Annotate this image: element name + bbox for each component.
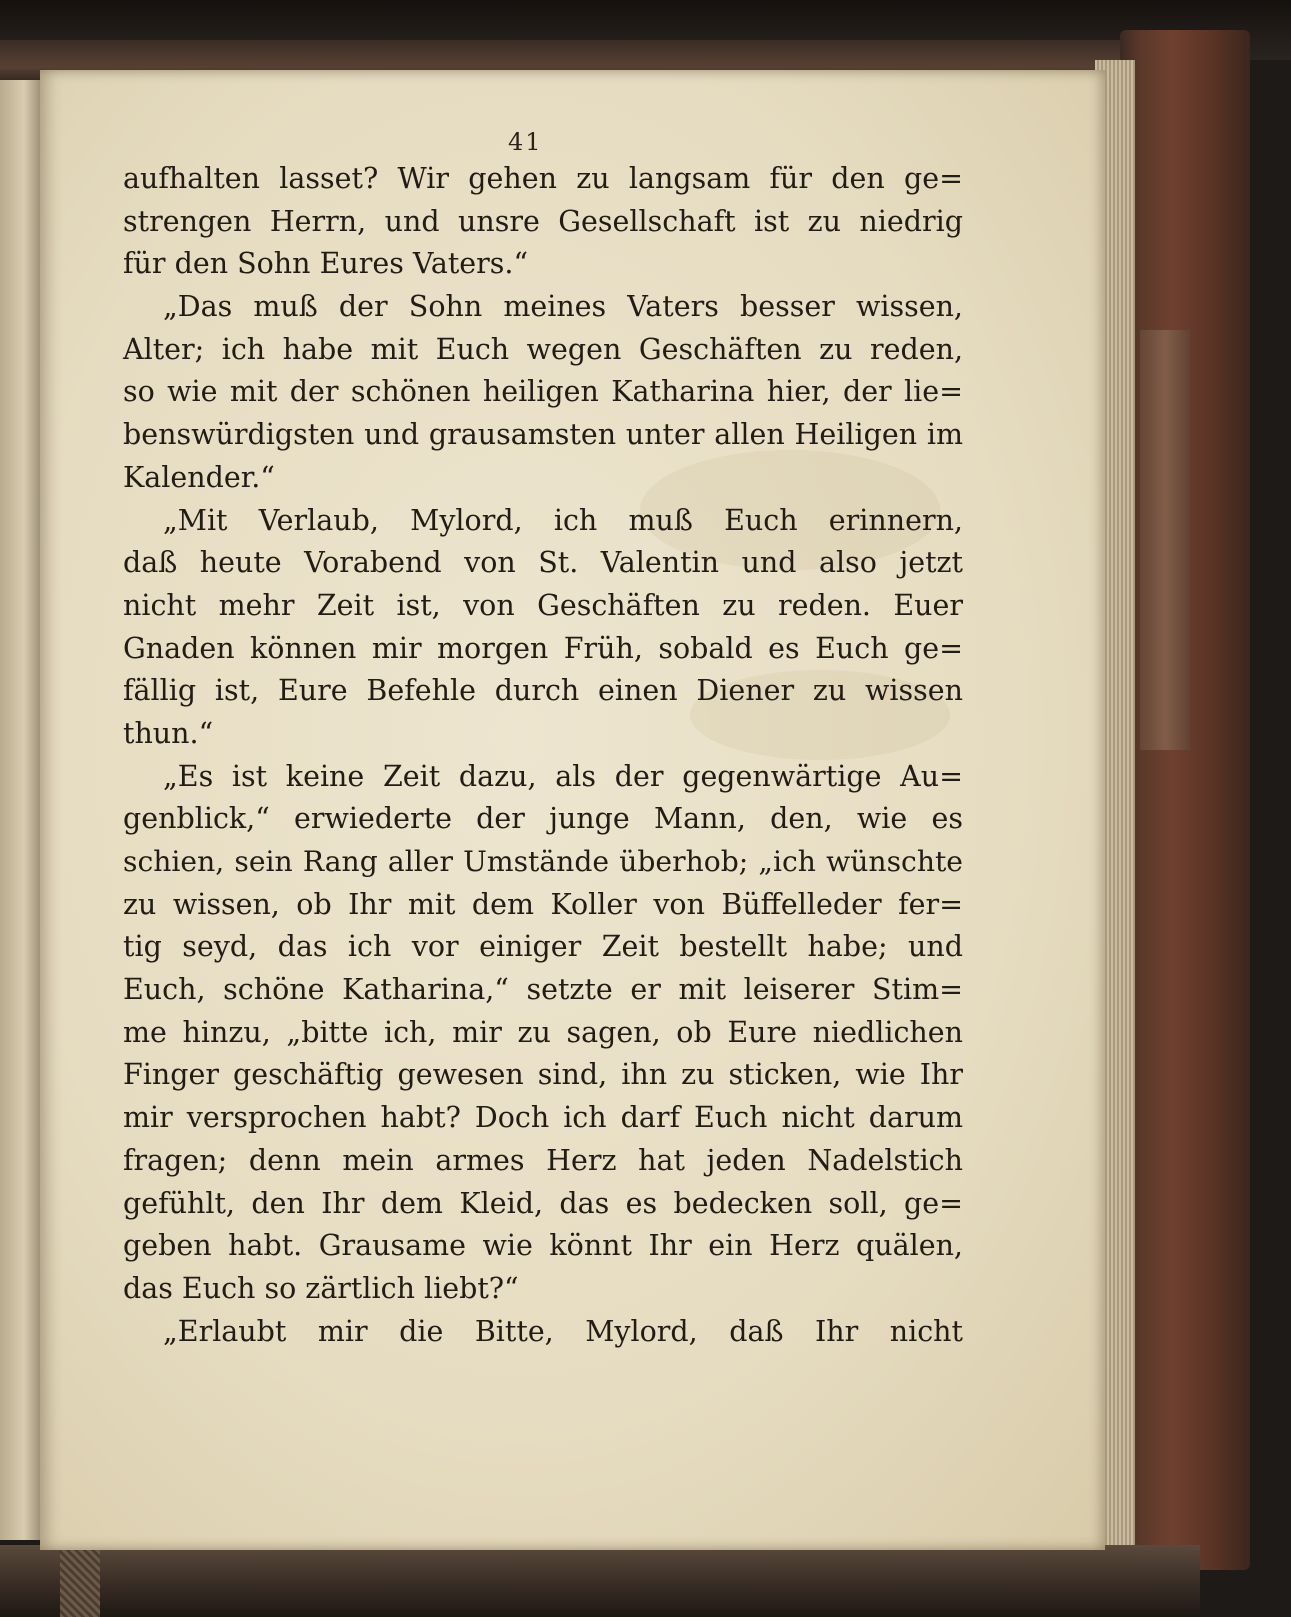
book-cover-bottom-edge bbox=[0, 1545, 1200, 1617]
text-line: daß heute Vorabend von St. Valentin und also jetzt bbox=[123, 546, 963, 580]
page-number: 41 bbox=[508, 128, 543, 156]
text-line: Finger geschäftig gewesen sind, ihn zu sticken, wie Ihr bbox=[123, 1058, 963, 1092]
text-line: nicht mehr Zeit ist, von Geschäften zu reden. Euer bbox=[123, 588, 963, 622]
text-line: benswürdigsten und grausamsten unter allen Heiligen im bbox=[123, 418, 963, 452]
text-line: zu wissen, ob Ihr mit dem Koller von Büffelleder fer= bbox=[123, 887, 963, 921]
text-line: fällig ist, Eure Befehle durch einen Diener zu wissen bbox=[123, 674, 963, 708]
text-line: Gnaden können mir morgen Früh, sobald es Euch ge= bbox=[123, 631, 963, 665]
text-line: schien, sein Rang aller Umstände überhob; „ich wünschte bbox=[123, 845, 963, 878]
text-line: „Mit Verlaub, Mylord, ich muß Euch erinnern, bbox=[163, 503, 963, 537]
page-text bbox=[123, 158, 963, 1353]
text-line: strengen Herrn, und unsre Gesellschaft ist zu niedrig bbox=[123, 204, 963, 238]
text-line: so wie mit der schönen heiligen Katharina hier, der lie= bbox=[123, 375, 963, 409]
text-line: thun.“ bbox=[123, 716, 214, 750]
text-line: „Erlaubt mir die Bitte, Mylord, daß Ihr nicht bbox=[163, 1314, 963, 1348]
text-line: Kalender.“ bbox=[123, 460, 275, 494]
text-line: fragen; denn mein armes Herz hat jeden Nadelstich bbox=[123, 1143, 963, 1177]
text-line: aufhalten lasset? Wir gehen zu langsam für den ge= bbox=[123, 162, 963, 195]
facing-page-edge bbox=[0, 80, 42, 1540]
text-line: geben habt. Grausame wie könnt Ihr ein Herz quälen, bbox=[123, 1229, 963, 1263]
text-line: gefühlt, den Ihr dem Kleid, das es bedecken soll, ge= bbox=[123, 1186, 963, 1220]
text-line: „Es ist keine Zeit dazu, als der gegenwärtige Au= bbox=[163, 759, 963, 793]
text-line: Alter; ich habe mit Euch wegen Geschäften zu reden, bbox=[123, 332, 963, 366]
text-line: mir versprochen habt? Doch ich darf Euch nicht darum bbox=[123, 1101, 963, 1135]
text-line: „Das muß der Sohn meines Vaters besser wissen, bbox=[163, 290, 963, 324]
book-cover-right bbox=[1120, 30, 1250, 1570]
text-line: das Euch so zärtlich liebt?“ bbox=[123, 1271, 519, 1305]
text-line: genblick,“ erwiederte der junge Mann, den, wie es bbox=[123, 802, 963, 836]
text-line: me hinzu, „bitte ich, mir zu sagen, ob Eure niedlichen bbox=[123, 1015, 963, 1049]
text-line: tig seyd, das ich vor einiger Zeit bestellt habe; und bbox=[123, 930, 963, 964]
text-line: Euch, schöne Katharina,“ setzte er mit leiserer Stim= bbox=[123, 973, 963, 1007]
text-line: für den Sohn Eures Vaters.“ bbox=[123, 247, 529, 281]
